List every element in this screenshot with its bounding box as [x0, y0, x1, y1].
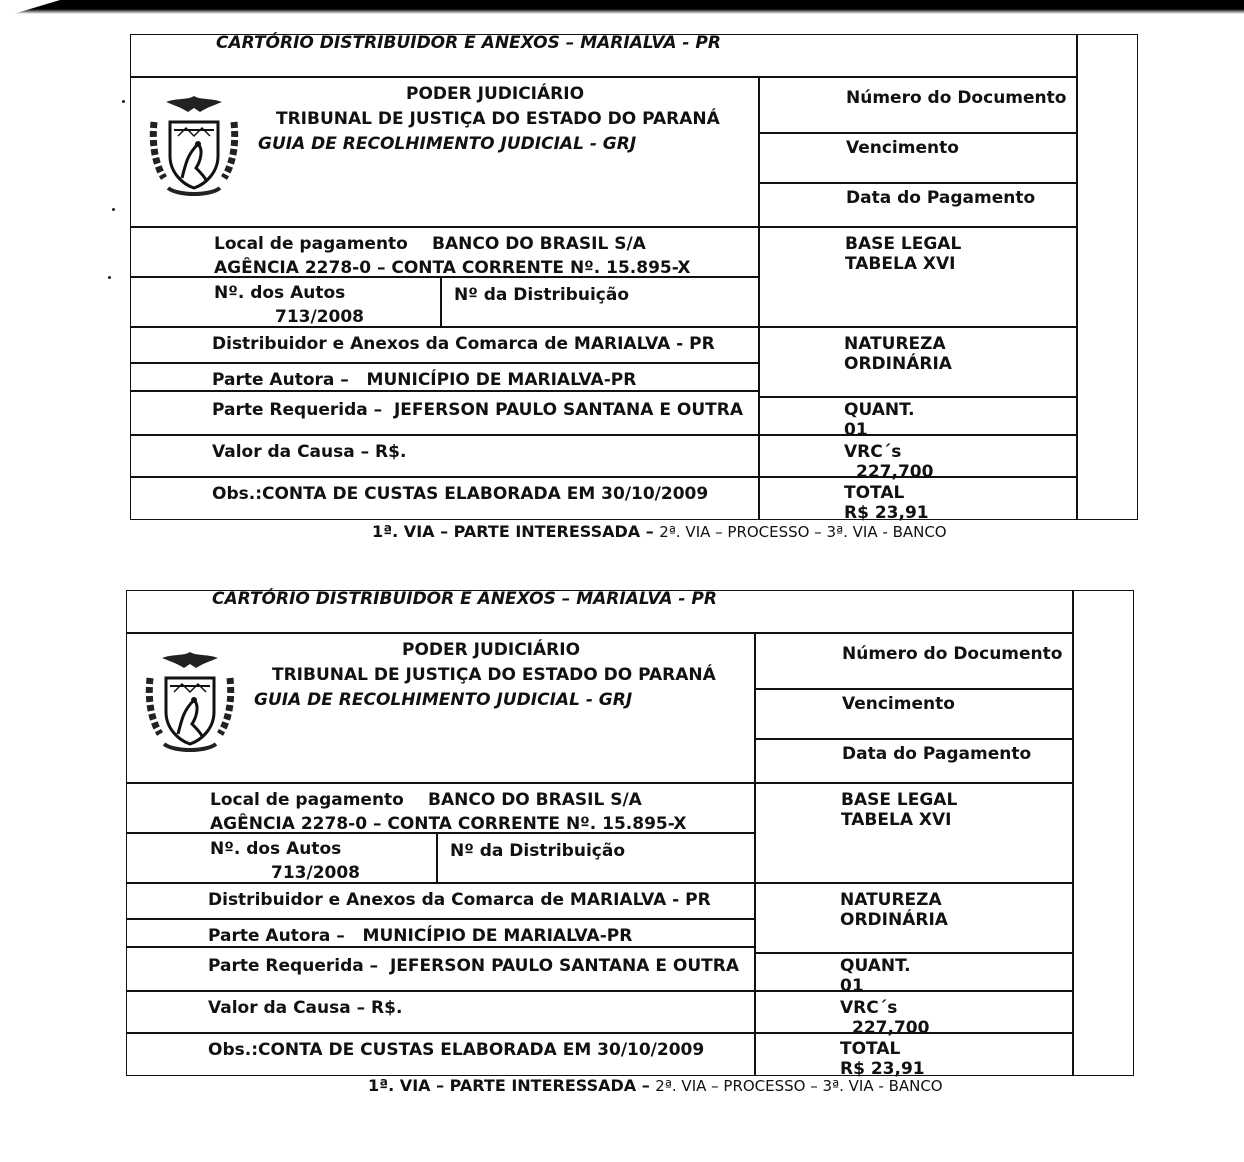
natureza-label: NATUREZA — [844, 334, 946, 354]
valor-causa-label: Valor da Causa – R$. — [208, 998, 403, 1018]
bank-name: BANCO DO BRASIL S/A — [428, 790, 642, 810]
cartorio-header: CARTÓRIO DISTRIBUIDOR E ANEXOS – MARIALVA - PR — [216, 33, 721, 53]
parte-autora-row — [212, 370, 636, 390]
autos-number-label: Nº. dos Autos — [210, 839, 342, 859]
base-legal-label: BASE LEGAL — [845, 234, 962, 254]
autos-number-value: 713/2008 — [271, 863, 361, 883]
footer-normal: 2ª. VIA – PROCESSO – 3ª. VIA - BANCO — [659, 523, 947, 541]
vrc-value: 227,700 — [852, 1018, 930, 1038]
poder-judiciario: PODER JUDICIÁRIO — [406, 84, 585, 104]
footer-normal: 2ª. VIA – PROCESSO – 3ª. VIA - BANCO — [655, 1077, 943, 1095]
via-footer — [372, 522, 947, 541]
cartorio-header: CARTÓRIO DISTRIBUIDOR E ANEXOS – MARIALVA - PR — [212, 589, 717, 609]
bank-account: AGÊNCIA 2278-0 – CONTA CORRENTE Nº. 15.895-X — [210, 814, 687, 834]
payment-place-label: Local de pagamento — [210, 790, 404, 810]
parana-coat-of-arms-icon — [144, 648, 236, 756]
total-value: R$ 23,91 — [844, 503, 929, 523]
document-number-label: Número do Documento — [846, 88, 1067, 108]
parte-autora-label: Parte Autora – — [208, 926, 345, 946]
base-legal-value: TABELA XVI — [841, 810, 952, 830]
obs-text: Obs.:CONTA DE CUSTAS ELABORADA EM 30/10/2009 — [212, 484, 709, 504]
poder-judiciario: PODER JUDICIÁRIO — [402, 640, 581, 660]
parana-coat-of-arms-icon — [148, 92, 240, 200]
tribunal-name: TRIBUNAL DE JUSTIÇA DO ESTADO DO PARANÁ — [276, 109, 720, 129]
base-legal-value: TABELA XVI — [845, 254, 956, 274]
total-label: TOTAL — [840, 1039, 901, 1059]
grj-form-copy-1 — [130, 24, 1140, 523]
parte-requerida-row — [212, 400, 743, 420]
parte-autora-value: MUNICÍPIO DE MARIALVA-PR — [362, 926, 633, 946]
due-date-label: Vencimento — [846, 138, 959, 158]
grj-form-copy-2 — [126, 580, 1136, 1079]
bank-name: BANCO DO BRASIL S/A — [432, 234, 646, 254]
distribution-number-label: Nº da Distribuição — [454, 285, 630, 305]
natureza-label: NATUREZA — [840, 890, 942, 910]
parte-autora-value: MUNICÍPIO DE MARIALVA-PR — [366, 370, 637, 390]
scan-speck — [108, 276, 111, 279]
guia-title: GUIA DE RECOLHIMENTO JUDICIAL - GRJ — [258, 134, 637, 154]
autos-number-value: 713/2008 — [275, 307, 365, 327]
total-value: R$ 23,91 — [840, 1059, 925, 1079]
document-number-label: Número do Documento — [842, 644, 1063, 664]
tribunal-name: TRIBUNAL DE JUSTIÇA DO ESTADO DO PARANÁ — [272, 665, 716, 685]
parte-requerida-value: JEFERSON PAULO SANTANA E OUTRA — [389, 956, 739, 976]
base-legal-label: BASE LEGAL — [841, 790, 958, 810]
via-footer — [368, 1076, 943, 1095]
distribuidor-text: Distribuidor e Anexos da Comarca de MARIALVA - PR — [208, 890, 711, 910]
due-date-label: Vencimento — [842, 694, 955, 714]
natureza-value: ORDINÁRIA — [840, 910, 948, 930]
quant-label: QUANT. — [840, 956, 911, 976]
scan-top-edge — [0, 0, 1244, 14]
autos-number-label: Nº. dos Autos — [214, 283, 346, 303]
quant-value: 01 — [840, 976, 864, 996]
parte-requerida-label: Parte Requerida – — [208, 956, 379, 976]
payment-place-label: Local de pagamento — [214, 234, 408, 254]
vrc-value: 227,700 — [856, 462, 934, 482]
parte-requerida-row — [208, 956, 739, 976]
quant-value: 01 — [844, 420, 868, 440]
footer-bold: 1ª. VIA – PARTE INTERESSADA – — [368, 1076, 650, 1095]
footer-bold: 1ª. VIA – PARTE INTERESSADA – — [372, 522, 654, 541]
distribution-number-label: Nº da Distribuição — [450, 841, 626, 861]
total-label: TOTAL — [844, 483, 905, 503]
scan-speck — [122, 100, 125, 103]
parte-requerida-label: Parte Requerida – — [212, 400, 383, 420]
parte-requerida-value: JEFERSON PAULO SANTANA E OUTRA — [393, 400, 743, 420]
parte-autora-row — [208, 926, 632, 946]
valor-causa-label: Valor da Causa – R$. — [212, 442, 407, 462]
payment-date-label: Data do Pagamento — [842, 744, 1032, 764]
quant-label: QUANT. — [844, 400, 915, 420]
guia-title: GUIA DE RECOLHIMENTO JUDICIAL - GRJ — [254, 690, 633, 710]
parte-autora-label: Parte Autora – — [212, 370, 349, 390]
natureza-value: ORDINÁRIA — [844, 354, 952, 374]
vrc-label: VRC´s — [844, 442, 902, 462]
distribuidor-text: Distribuidor e Anexos da Comarca de MARIALVA - PR — [212, 334, 715, 354]
payment-date-label: Data do Pagamento — [846, 188, 1036, 208]
bank-account: AGÊNCIA 2278-0 – CONTA CORRENTE Nº. 15.895-X — [214, 258, 691, 278]
vrc-label: VRC´s — [840, 998, 898, 1018]
scan-speck — [112, 208, 115, 211]
obs-text: Obs.:CONTA DE CUSTAS ELABORADA EM 30/10/2009 — [208, 1040, 705, 1060]
